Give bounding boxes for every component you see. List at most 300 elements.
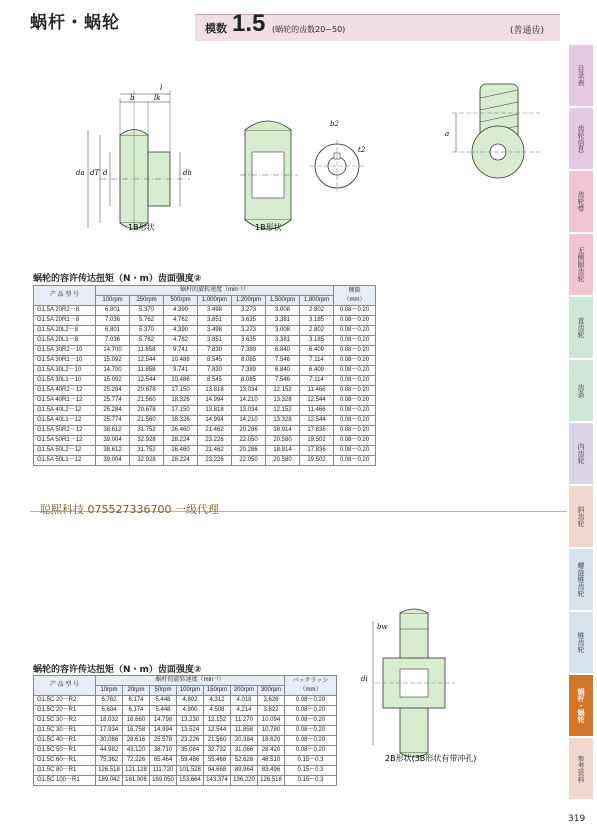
table-row: [34, 446, 376, 456]
torque-cell: 3.273: [232, 306, 266, 316]
torque-cell: 52.626: [231, 756, 258, 766]
table-row: [34, 456, 376, 466]
torque-cell: 14.994: [150, 726, 177, 736]
torque-cell: 3.498: [198, 306, 232, 316]
worm-wheel-side-drawing: [240, 121, 298, 229]
torque-cell: 12.152: [204, 716, 231, 726]
torque-cell: 7.114: [300, 376, 334, 386]
torque-cell: 6.604: [96, 706, 123, 716]
side-tab-label: 内齿轮: [577, 443, 585, 464]
torque-cell: 8.545: [198, 356, 232, 366]
torque-cell: 13.328: [266, 396, 300, 406]
speed-col-header: 200rpm: [231, 686, 258, 696]
table-row: [34, 696, 337, 706]
torque-cell: 20.580: [266, 436, 300, 446]
torque-cell: 13.034: [232, 406, 266, 416]
model-cell: G1.5C 60－R1: [34, 756, 96, 766]
torque-cell: 3.008: [266, 306, 300, 316]
torque-cell: 143.374: [204, 776, 231, 786]
backlash-cell: 0.08～0.20: [334, 396, 376, 406]
side-tab-label: 齿轮带: [577, 191, 585, 212]
torque-cell: 7.389: [232, 346, 266, 356]
torque-cell: 5.762: [130, 336, 164, 346]
keyway-drawing: [310, 140, 364, 192]
torque-cell: 5.448: [150, 706, 177, 716]
torque-cell: 20.678: [130, 386, 164, 396]
torque-cell: 59.486: [177, 756, 204, 766]
torque-cell: 4.390: [164, 326, 198, 336]
dim-b: b: [130, 94, 135, 102]
module-label: 模数: [205, 22, 227, 35]
side-tab-4[interactable]: [569, 297, 593, 358]
torque-cell: 11.858: [130, 346, 164, 356]
torque-cell: 30.086: [96, 736, 123, 746]
torque-cell: 4.762: [164, 336, 198, 346]
torque-cell: 3.185: [300, 336, 334, 346]
torque-cell: 101.528: [177, 766, 204, 776]
torque-cell: 14.994: [198, 396, 232, 406]
torque-cell: 43.120: [123, 746, 150, 756]
torque-cell: 6.840: [266, 346, 300, 356]
backlash-cell: 0.08～0.20: [334, 346, 376, 356]
side-tab-11[interactable]: [569, 738, 593, 799]
torque-cell: 44.982: [96, 746, 123, 756]
table-row: [34, 396, 376, 406]
torque-cell: 32.732: [204, 746, 231, 756]
side-tab-10[interactable]: [569, 675, 593, 736]
table2-title: 蜗轮的容许传达扭矩（N・m）齿面强度②: [33, 665, 202, 675]
torque-cell: 39.004: [96, 456, 130, 466]
model-cell: G1.5A 40L2－12: [34, 406, 96, 416]
backlash-cell: 0.08～0.20: [334, 456, 376, 466]
torque-cell: 14.798: [150, 716, 177, 726]
torque-cell: 12.152: [266, 386, 300, 396]
torque-cell: 8.545: [198, 376, 232, 386]
side-tab-3[interactable]: [569, 234, 593, 295]
model-cell: G1.5A 50R1－12: [34, 436, 96, 446]
torque-cell: 4.762: [164, 316, 198, 326]
torque-cell: 13.818: [198, 406, 232, 416]
backlash-cell: 0.08～0.20: [285, 696, 337, 706]
torque-cell: 23.226: [198, 436, 232, 446]
speed-col-header: 1,500rpm: [266, 296, 300, 306]
table-row: [34, 766, 337, 776]
table-row: [34, 336, 376, 346]
side-tab-5[interactable]: [569, 360, 593, 421]
torque-cell: 12.544: [130, 356, 164, 366]
torque-cell: 3.635: [232, 336, 266, 346]
speed-col-header: 500rpm: [164, 296, 198, 306]
torque-cell: 6.762: [96, 696, 123, 706]
torque-cell: 3.008: [266, 326, 300, 336]
torque-cell: 6.409: [300, 366, 334, 376]
model-cell: G1.5C 100－R1: [34, 776, 96, 786]
backlash-cell: 0.08～0.20: [334, 316, 376, 326]
torque-cell: 8.085: [232, 376, 266, 386]
torque-cell: 26.460: [164, 426, 198, 436]
model-cell: G1.5C 80－R1: [34, 766, 96, 776]
torque-cell: 13.524: [177, 726, 204, 736]
torque-cell: 189.042: [96, 776, 123, 786]
side-tab-6[interactable]: [569, 423, 593, 484]
torque-cell: 4.214: [231, 706, 258, 716]
model-cell: G1.5A 20L1－8: [34, 336, 96, 346]
torque-cell: 22.050: [232, 456, 266, 466]
torque-cell: 38.710: [150, 746, 177, 756]
torque-cell: 6.801: [96, 326, 130, 336]
torque-cell: 22.050: [232, 436, 266, 446]
torque-cell: 75.362: [96, 756, 123, 766]
torque-cell: 13.230: [177, 716, 204, 726]
torque-cell: 7.830: [198, 366, 232, 376]
torque-cell: 19.502: [300, 456, 334, 466]
side-tab-label: 齿条: [577, 383, 585, 398]
torque-cell: 18.326: [164, 396, 198, 406]
torque-cell: 15.092: [96, 356, 130, 366]
torque-cell: 17.150: [164, 386, 198, 396]
side-tab-label: 锥齿轮: [577, 632, 585, 653]
side-tab-label: 无侧隙齿轮: [577, 247, 585, 282]
table-row: [34, 426, 376, 436]
torque-cell: 12.544: [300, 416, 334, 426]
torque-cell: 25.774: [96, 416, 130, 426]
dim-a: a: [445, 130, 450, 138]
dim-dt: dT: [90, 169, 100, 177]
speed-col-header: 150rpm: [204, 686, 231, 696]
backlash-cell: 0.08～0.20: [285, 706, 337, 716]
torque-cell: 20.580: [266, 456, 300, 466]
torque-cell: 4.390: [164, 306, 198, 316]
torque-cell: 11.858: [231, 726, 258, 736]
torque-cell: 6.174: [123, 706, 150, 716]
torque-cell: 126.518: [96, 766, 123, 776]
speed-col-header: 1,800rpm: [300, 296, 334, 306]
torque-cell: 28.420: [258, 746, 285, 756]
torque-cell: 9.741: [164, 366, 198, 376]
table-row: [34, 346, 376, 356]
model-cell: G1.5A 30L2－10: [34, 366, 96, 376]
torque-cell: 39.004: [96, 436, 130, 446]
torque-cell: 7.036: [96, 336, 130, 346]
torque-cell: 6.409: [300, 346, 334, 356]
torque-cell: 20.384: [231, 736, 258, 746]
worm-wheel-section-drawing: [88, 90, 190, 230]
torque-cell: 18.620: [258, 736, 285, 746]
side-tab-label: 蜗杆・蜗轮: [577, 688, 585, 723]
torque-cell: 181.006: [123, 776, 150, 786]
torque-cell: 11.858: [130, 366, 164, 376]
torque-cell: 28.616: [123, 736, 150, 746]
dim-di: di: [361, 675, 368, 683]
backlash-cell: 0.08～0.20: [334, 426, 376, 436]
torque-cell: 13.034: [232, 386, 266, 396]
table-row: [34, 306, 376, 316]
torque-cell: 3.851: [198, 316, 232, 326]
side-tab-2[interactable]: [569, 171, 593, 232]
torque-cell: 10.780: [258, 726, 285, 736]
table-row: [34, 386, 376, 396]
torque-cell: 4.900: [177, 706, 204, 716]
torque-cell: 7.114: [300, 356, 334, 366]
backlash-cell: 0.15～0.3: [285, 766, 337, 776]
torque-cell: 7.036: [96, 316, 130, 326]
torque-cell: 21.560: [130, 416, 164, 426]
model-cell: G1.5C 40－R1: [34, 736, 96, 746]
torque-cell: 65.464: [150, 756, 177, 766]
torque-cell: 28.224: [164, 456, 198, 466]
torque-cell: 153.664: [177, 776, 204, 786]
torque-cell: 121.128: [123, 766, 150, 776]
side-tab-label: 齿轮信息: [577, 124, 585, 153]
backlash-cell: 0.08～0.20: [334, 326, 376, 336]
torque-cell: 2.802: [300, 326, 334, 336]
torque-cell: 28.224: [164, 436, 198, 446]
torque-cell: 3.498: [198, 326, 232, 336]
torque-cell: 17.836: [300, 446, 334, 456]
torque-cell: 23.226: [198, 456, 232, 466]
table-row: [34, 746, 337, 756]
torque-cell: 14.210: [232, 416, 266, 426]
torque-cell: 7.546: [266, 356, 300, 366]
side-tab-0[interactable]: [569, 45, 593, 106]
table-row: [34, 776, 337, 786]
backlash-cell: 0.08～0.20: [334, 366, 376, 376]
torque-cell: 55.468: [204, 756, 231, 766]
backlash-cell: 0.08～0.20: [334, 376, 376, 386]
torque-cell: 5.762: [130, 316, 164, 326]
module-value: 1.5: [232, 10, 266, 37]
table-row: [34, 716, 337, 726]
speed-header: 蜗杆的旋转速度（min⁻¹）: [96, 676, 285, 686]
table-row: [34, 726, 337, 736]
speed-col-header: 100rpm: [177, 686, 204, 696]
model-cell: G1.5C 50－R1: [34, 746, 96, 756]
backlash-cell: 0.15～0.3: [285, 756, 337, 766]
torque-cell: 21.560: [204, 736, 231, 746]
table1-title: 蜗轮的容许传达扭矩（N・m）齿面强度②: [33, 274, 202, 284]
table-row: [34, 406, 376, 416]
torque-cell: 32.928: [130, 456, 164, 466]
torque-cell: 10.094: [258, 716, 285, 726]
torque-cell: 25.578: [150, 736, 177, 746]
model-cell: G1.5C 30－R1: [34, 726, 96, 736]
worm-wheel-drawings: [40, 80, 560, 240]
speed-col-header: 100rpm: [96, 296, 130, 306]
torque-cell: 14.700: [96, 346, 130, 356]
torque-cell: 31.752: [130, 446, 164, 456]
module-note: (蜗轮的齿数20~50): [272, 25, 346, 34]
torque-cell: 15.092: [96, 376, 130, 386]
backlash-cell: 0.08～0.20: [334, 386, 376, 396]
dealer-watermark: 聪熙科技 075527336700 一级代理: [40, 503, 219, 516]
torque-cell: 18.032: [96, 716, 123, 726]
model-header: 产 品 型 号: [34, 676, 96, 696]
table-row: [34, 356, 376, 366]
torque-cell: 18.326: [164, 416, 198, 426]
torque-cell: 11.466: [300, 386, 334, 396]
torque-cell: 17.836: [300, 426, 334, 436]
torque-cell: 72.226: [123, 756, 150, 766]
speed-col-header: 50rpm: [150, 686, 177, 696]
model-cell: G1.5A 40R1－12: [34, 396, 96, 406]
model-cell: G1.5A 30R1－10: [34, 356, 96, 366]
torque-cell: 3.626: [258, 696, 285, 706]
backlash-cell: 0.08～0.20: [285, 716, 337, 726]
table-row: [34, 706, 337, 716]
torque-cell: 20.286: [232, 426, 266, 436]
torque-cell: 89.964: [231, 766, 258, 776]
torque-cell: 5.370: [130, 306, 164, 316]
torque-cell: 17.934: [96, 726, 123, 736]
torque-cell: 21.560: [130, 396, 164, 406]
torque-cell: 23.226: [177, 736, 204, 746]
torque-cell: 3.273: [232, 326, 266, 336]
torque-cell: 16.758: [123, 726, 150, 736]
torque-cell: 19.502: [300, 436, 334, 446]
side-tab-7[interactable]: [569, 486, 593, 547]
torque-table-2: [33, 675, 337, 786]
table-row: [34, 326, 376, 336]
torque-cell: 169.050: [150, 776, 177, 786]
model-cell: G1.5C 20－R1: [34, 706, 96, 716]
table-row: [34, 316, 376, 326]
torque-cell: 35.084: [177, 746, 204, 756]
torque-cell: 5.448: [150, 696, 177, 706]
model-cell: G1.5A 40R2－12: [34, 386, 96, 396]
torque-cell: 38.612: [96, 426, 130, 436]
torque-cell: 10.486: [164, 376, 198, 386]
side-tab-label: 螺旋锥齿轮: [577, 562, 585, 597]
side-tab-9[interactable]: [569, 612, 593, 673]
torque-cell: 2.802: [300, 306, 334, 316]
speed-col-header: 1,200rpm: [232, 296, 266, 306]
speed-col-header: 10rpm: [96, 686, 123, 696]
backlash-cell: 0.15～0.3: [285, 776, 337, 786]
backlash-cell: 0.08～0.20: [334, 436, 376, 446]
caption-shape-1b-b: 1B形状: [255, 223, 282, 232]
torque-cell: 3.851: [198, 336, 232, 346]
backlash-cell: 0.08～0.20: [334, 356, 376, 366]
model-cell: G1.5A 50L1－12: [34, 456, 96, 466]
torque-cell: 3.822: [258, 706, 285, 716]
model-cell: G1.5C 20－R2: [34, 696, 96, 706]
dim-dh: dh: [183, 169, 192, 177]
backlash-cell: 0.08～0.20: [334, 416, 376, 426]
model-cell: G1.5A 20R1－8: [34, 316, 96, 326]
model-cell: G1.5A 50R2－12: [34, 426, 96, 436]
side-tab-8[interactable]: [569, 549, 593, 610]
worm-wheel-shape-2b-drawing: [355, 603, 505, 783]
table-row: [34, 366, 376, 376]
torque-cell: 8.085: [232, 356, 266, 366]
backlash-cell: 0.08～0.20: [334, 336, 376, 346]
torque-cell: 4.802: [177, 696, 204, 706]
torque-cell: 83.496: [258, 766, 285, 776]
backlash-cell: 0.08～0.20: [285, 726, 337, 736]
model-cell: G1.5A 20R2－8: [34, 306, 96, 316]
speed-col-header: 250rpm: [130, 296, 164, 306]
dim-bw: bw: [377, 623, 388, 631]
backlash-cell: 0.08～0.20: [285, 736, 337, 746]
model-cell: G1.5A 30R2－10: [34, 346, 96, 356]
torque-cell: 12.544: [300, 396, 334, 406]
torque-cell: 5.370: [130, 326, 164, 336]
torque-cell: 4.508: [204, 706, 231, 716]
torque-cell: 21.462: [198, 426, 232, 436]
torque-cell: 4.312: [204, 696, 231, 706]
gear-type-label: (普通齿): [510, 26, 545, 36]
torque-cell: 26.460: [164, 446, 198, 456]
table-row: [34, 416, 376, 426]
side-tab-label: 斜齿轮: [577, 506, 585, 527]
backlash-header: 侧隙 （mm）: [334, 286, 376, 306]
dim-t2: t2: [358, 146, 366, 154]
torque-cell: 32.928: [130, 436, 164, 446]
torque-cell: 6.840: [266, 366, 300, 376]
torque-cell: 12.544: [130, 376, 164, 386]
torque-cell: 3.381: [266, 336, 300, 346]
torque-cell: 18.914: [266, 426, 300, 436]
backlash-cell: 0.08～0.20: [334, 406, 376, 416]
model-cell: G1.5A 50L2－12: [34, 446, 96, 456]
torque-cell: 7.546: [266, 376, 300, 386]
caption-shape-1b-a: 1B形状: [128, 223, 155, 232]
torque-cell: 17.150: [164, 406, 198, 416]
torque-table-1: [33, 285, 376, 466]
torque-cell: 20.286: [232, 446, 266, 456]
side-tab-1[interactable]: [569, 108, 593, 169]
table1-container: [33, 285, 376, 466]
torque-cell: 25.774: [96, 396, 130, 406]
speed-col-header: 300rpm: [258, 686, 285, 696]
table2-container: [33, 675, 337, 786]
caption-shape-2b: 2B形状(3B形状有带冲孔): [385, 754, 477, 763]
dim-da: da: [76, 169, 85, 177]
torque-cell: 20.678: [130, 406, 164, 416]
torque-cell: 14.700: [96, 366, 130, 376]
torque-cell: 25.284: [96, 406, 130, 416]
speed-header: 蜗杆的旋转速度（min⁻¹）: [96, 286, 334, 296]
table-row: [34, 756, 337, 766]
torque-cell: 136.220: [231, 776, 258, 786]
torque-cell: 11.466: [300, 406, 334, 416]
side-tab-label: 直齿轮: [577, 317, 585, 338]
model-cell: G1.5A 40L1－12: [34, 416, 96, 426]
dim-d: d: [103, 169, 108, 177]
torque-cell: 10.486: [164, 356, 198, 366]
torque-cell: 111.720: [150, 766, 177, 776]
backlash-cell: 0.08～0.20: [285, 746, 337, 756]
model-header: 产 品 型 号: [34, 286, 96, 306]
model-cell: G1.5A 20L2－8: [34, 326, 96, 336]
torque-cell: 14.994: [198, 416, 232, 426]
model-cell: G1.5A 30L1－10: [34, 376, 96, 386]
torque-cell: 18.914: [266, 446, 300, 456]
worm-assembly-drawing: [452, 84, 540, 178]
torque-cell: 12.544: [204, 726, 231, 736]
side-tab-label: 参考资料: [577, 754, 585, 783]
torque-cell: 7.389: [232, 366, 266, 376]
torque-cell: 6.801: [96, 306, 130, 316]
backlash-cell: 0.08～0.20: [334, 306, 376, 316]
dim-lk: lk: [154, 94, 161, 102]
dim-l: l: [160, 84, 163, 92]
torque-cell: 16.660: [123, 716, 150, 726]
torque-cell: 12.152: [266, 406, 300, 416]
speed-col-header: 1,000rpm: [198, 296, 232, 306]
torque-cell: 3.185: [300, 316, 334, 326]
table-row: [34, 436, 376, 446]
